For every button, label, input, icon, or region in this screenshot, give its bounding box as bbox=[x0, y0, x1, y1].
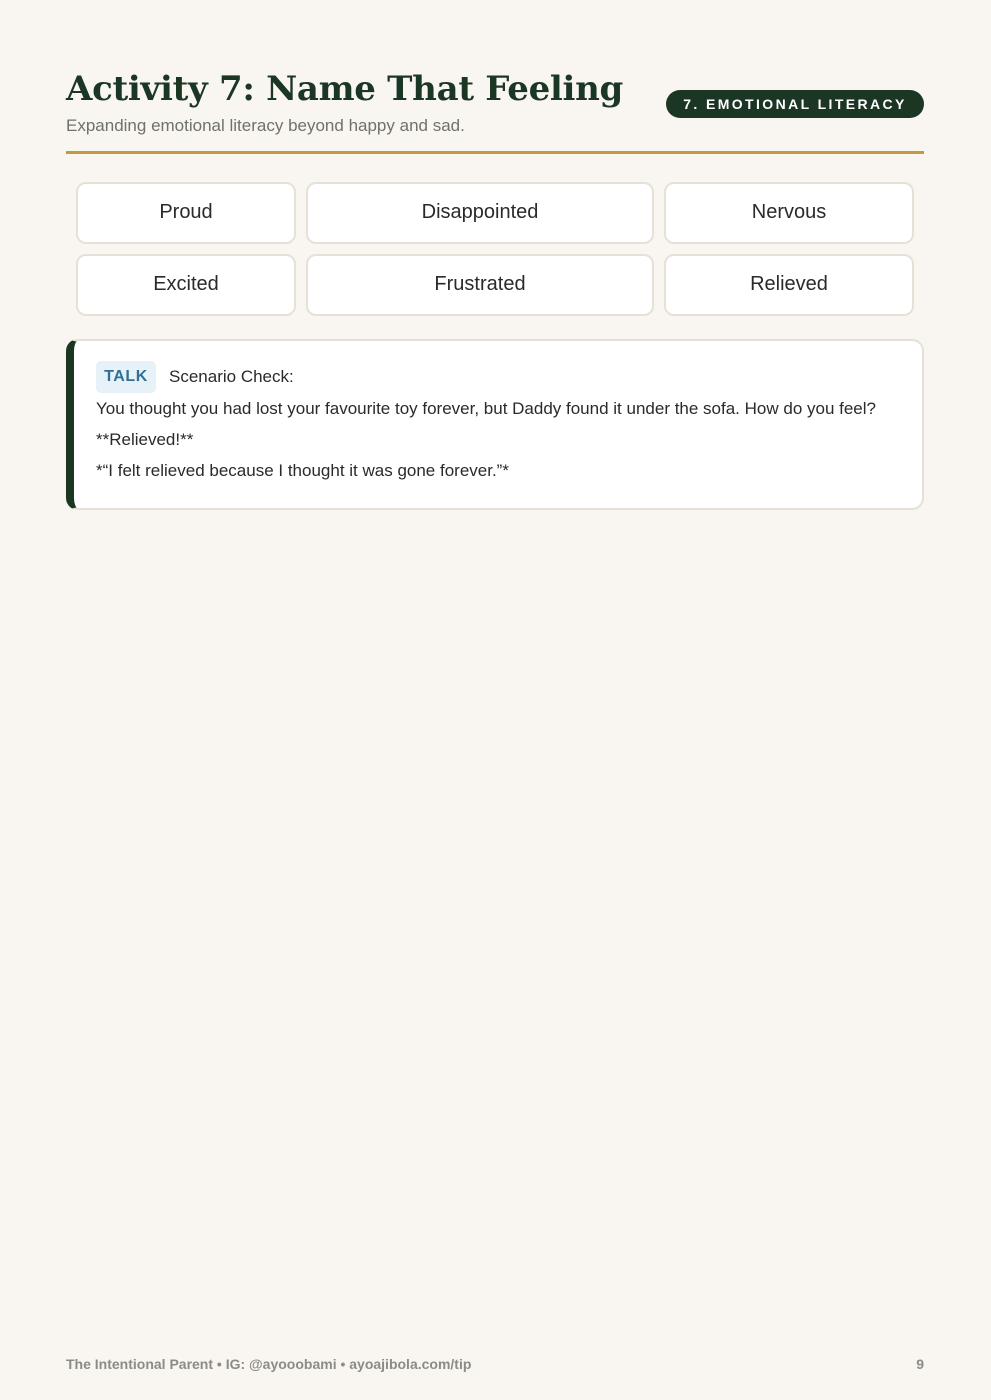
scenario-explanation: *“I felt relieved because I thought it was gone forever.”* bbox=[96, 461, 509, 480]
feeling-card-proud[interactable]: Proud bbox=[76, 182, 296, 244]
feeling-card-nervous[interactable]: Nervous bbox=[664, 182, 914, 244]
page-title: Activity 7: Name That Feeling bbox=[66, 69, 624, 109]
scenario-question: You thought you had lost your favourite toy forever, but Daddy found it under the sofa. How do you feel? bbox=[96, 399, 876, 418]
footer-credit: The Intentional Parent • IG: @ayooobami • ayoajibola.com/tip bbox=[66, 1356, 472, 1372]
feeling-card-relieved[interactable]: Relieved bbox=[664, 254, 914, 316]
scenario-label: Scenario Check: bbox=[169, 367, 294, 386]
feeling-card-excited[interactable]: Excited bbox=[76, 254, 296, 316]
feeling-card-disappointed[interactable]: Disappointed bbox=[306, 182, 654, 244]
feeling-card-frustrated[interactable]: Frustrated bbox=[306, 254, 654, 316]
scenario-callout bbox=[66, 339, 924, 510]
page-number: 9 bbox=[916, 1356, 924, 1372]
title-divider bbox=[66, 151, 924, 154]
scenario-answer: **Relieved!** bbox=[96, 430, 194, 449]
talk-tag: TALK bbox=[96, 361, 156, 393]
section-badge: 7. EMOTIONAL LITERACY bbox=[666, 90, 924, 118]
page-subtitle: Expanding emotional literacy beyond happy and sad. bbox=[66, 116, 465, 135]
